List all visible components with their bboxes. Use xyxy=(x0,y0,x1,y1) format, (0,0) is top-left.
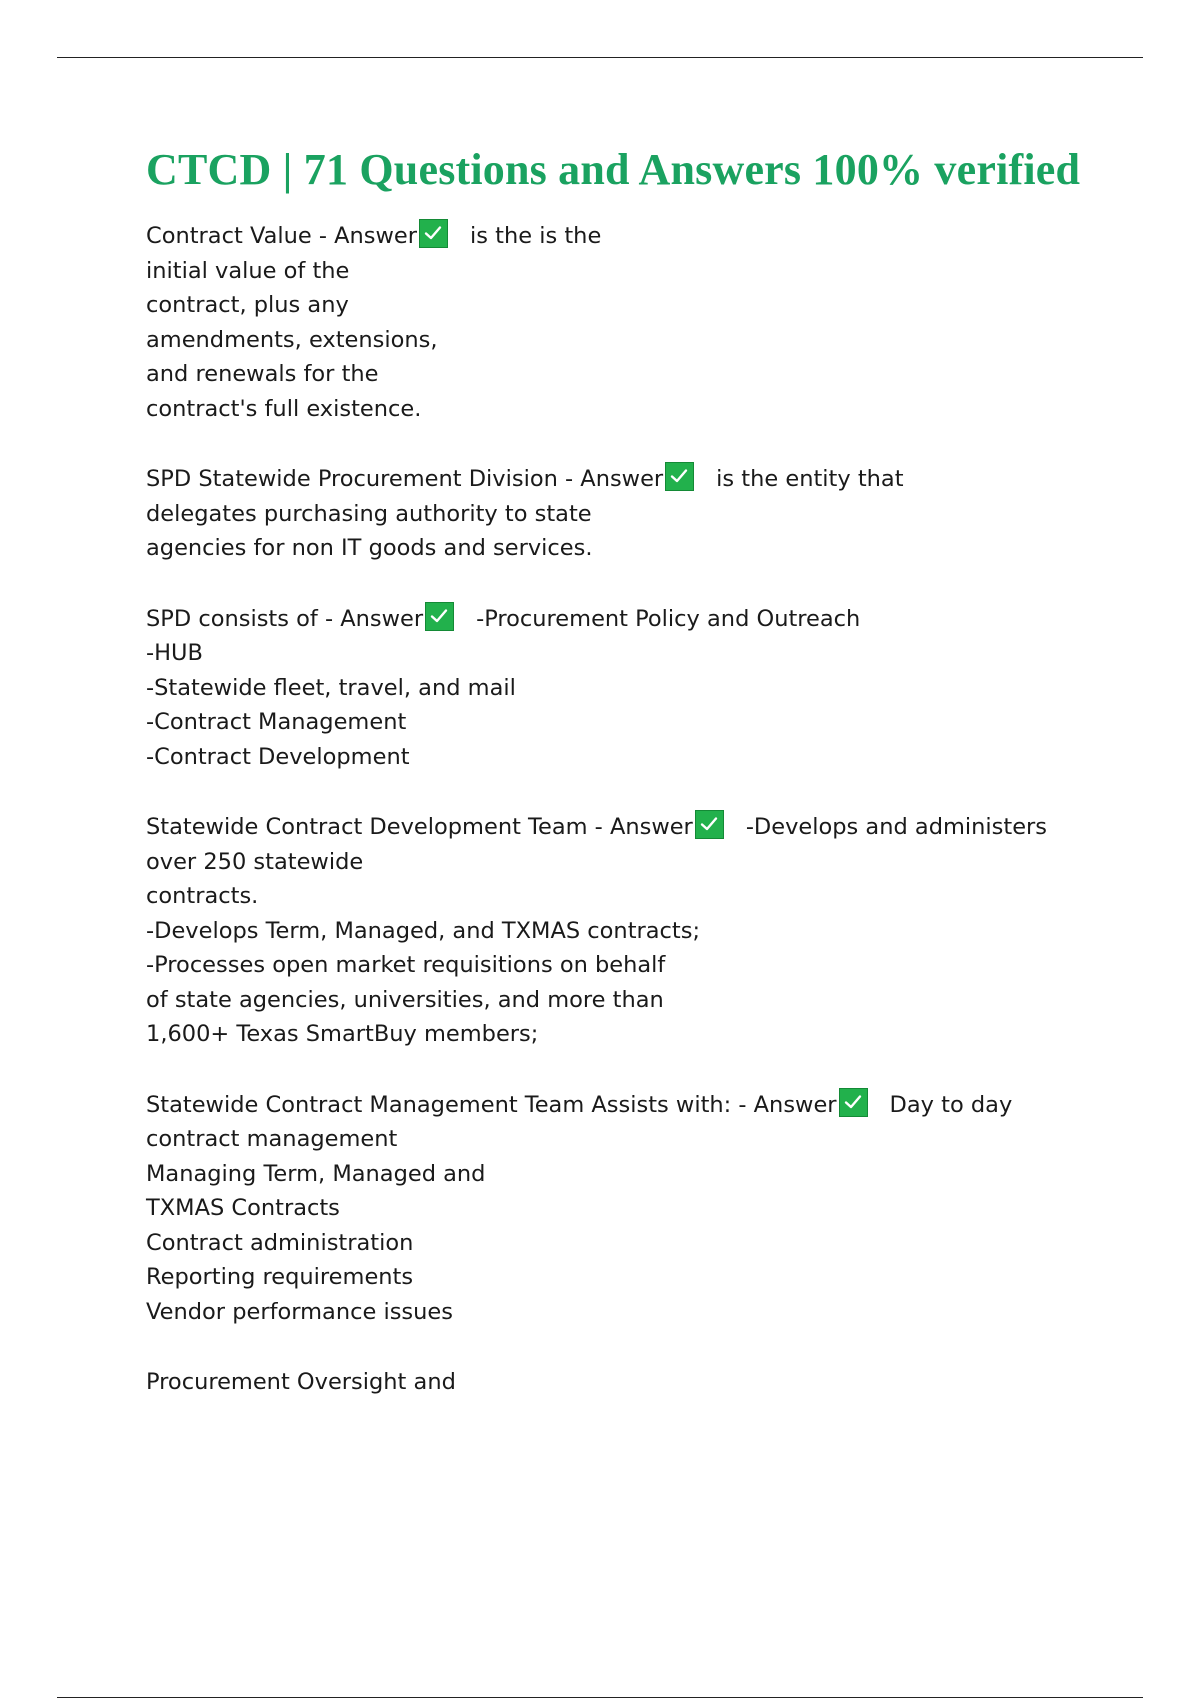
answer-line: and renewals for the xyxy=(146,361,379,387)
answer-line: contracts. xyxy=(146,883,259,909)
qa-first-line xyxy=(146,810,1086,845)
qa-first-line xyxy=(146,602,1086,637)
answer-text: -Procurement Policy and Outreach xyxy=(476,605,861,632)
qa-first-line xyxy=(146,462,1086,497)
answer-line: contract management xyxy=(146,1126,398,1152)
green-check-icon xyxy=(665,462,694,491)
question-text: SPD Statewide Procurement Division - Answer xyxy=(146,466,664,492)
answer-line: -Contract Development xyxy=(146,743,410,770)
answer-line: Vendor performance issues xyxy=(146,1298,453,1325)
question-text: SPD consists of - Answer xyxy=(146,605,424,632)
answer-line: Reporting requirements xyxy=(146,1264,414,1290)
answer-line: 1,600+ Texas SmartBuy members; xyxy=(146,1021,539,1047)
answer-line: contract's full existence. xyxy=(146,395,422,422)
answer-line: agencies for non IT goods and services. xyxy=(146,535,593,561)
question-text: Statewide Contract Management Team Assists with: - Answer xyxy=(146,1091,837,1118)
answer-text: is the is the xyxy=(470,223,602,249)
qa-item xyxy=(146,219,1086,426)
green-check-icon xyxy=(695,810,724,839)
qa-item xyxy=(146,1365,1086,1400)
answer-text: Day to day xyxy=(889,1091,1013,1118)
question-text: Procurement Oversight and xyxy=(146,1369,456,1395)
answer-line: amendments, extensions, xyxy=(146,326,438,353)
question-text: Statewide Contract Development Team - Answer xyxy=(146,814,693,840)
answer-text: -Develops and administers xyxy=(745,814,1048,840)
answer-line: delegates purchasing authority to state xyxy=(146,500,592,527)
qa-item xyxy=(146,810,1086,1052)
qa-item xyxy=(146,1088,1086,1330)
green-check-icon xyxy=(419,219,448,248)
question-text: Contract Value - Answer xyxy=(146,223,418,249)
qa-item xyxy=(146,462,1086,566)
answer-line: -Contract Management xyxy=(146,709,407,735)
answer-line: -Statewide fleet, travel, and mail xyxy=(146,674,516,701)
document-body xyxy=(146,138,1086,1436)
answer-line: Managing Term, Managed and xyxy=(146,1160,486,1187)
answer-line: contract, plus any xyxy=(146,292,349,318)
answer-line: of state agencies, universities, and more than xyxy=(146,986,664,1013)
answer-line: initial value of the xyxy=(146,257,350,284)
answer-line: TXMAS Contracts xyxy=(146,1195,340,1221)
answer-line: Contract administration xyxy=(146,1229,414,1256)
answer-line: over 250 statewide xyxy=(146,848,364,875)
qa-first-line xyxy=(146,1088,1086,1123)
qa-item xyxy=(146,602,1086,775)
footer-rule xyxy=(57,1697,1143,1698)
answer-line: -Develops Term, Managed, and TXMAS contracts; xyxy=(146,917,701,944)
green-check-icon xyxy=(425,602,454,631)
green-check-icon xyxy=(839,1088,868,1117)
header-rule xyxy=(57,57,1143,58)
answer-line: -Processes open market requisitions on behalf xyxy=(146,952,666,978)
document-title: CTCD | 71 Questions and Answers 100% verified xyxy=(146,145,1081,194)
answer-text: is the entity that xyxy=(716,466,904,492)
qa-first-line xyxy=(146,219,1086,254)
answer-line: -HUB xyxy=(146,640,203,666)
